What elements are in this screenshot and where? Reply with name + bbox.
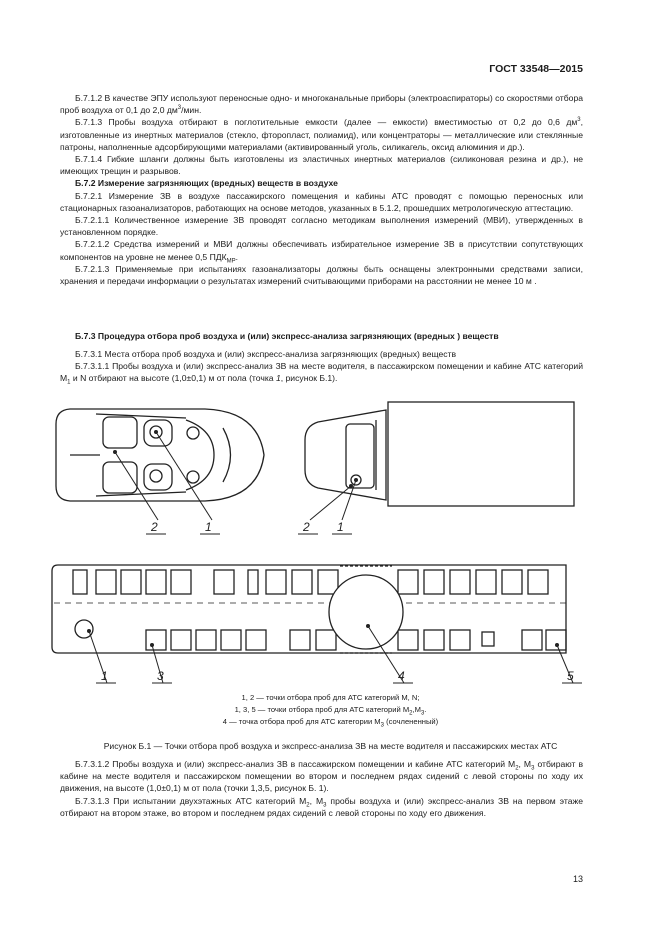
label-point-1-bus: 1 [101, 669, 108, 683]
figure-caption: Рисунок Б.1 — Точки отбора проб воздуха и экспресс-анализа ЗВ на месте водителя и пассажирских местах АТС [103, 741, 558, 751]
label-point-2-truck: 2 [303, 520, 310, 534]
sample-points [87, 430, 559, 647]
label-point-1-car: 1 [205, 520, 212, 534]
label-point-2-car: 2 [151, 520, 158, 534]
label-point-5-bus: 5 [567, 669, 574, 683]
figure-legend-1: 1, 2 — точки отбора проб для АТС категорий M, N; [241, 693, 420, 702]
paragraph-b7-3-1-2: Б.7.3.1.2 Пробы воздуха и (или) экспресс-анализ ЗВ в пассажирском помещении и кабине АТС категорий $M_2$, $M_3$ отбирают в кабине на месте водителя и пассажирском помещении во втором и последнем рядах сидений с левой стороны по ходу их движения, на высоте (1,0±0,1) м от пола (точки 1,3,5, рисунок Б. 1). [60, 759, 584, 794]
heading-b7-3: Б.7.3 Процедура отбора проб воздуха и (или) экспресс-анализа загрязняющих (вредных ) веществ [75, 331, 499, 341]
paragraph-b7-1-3: Б.7.1.3 Пробы воздуха отбирают в поглотительные емкости (далее — емкости) вместимостью от 0,2 до 0,6 $дм^3$, изготовленные из инертных материалов (стекло, фторопласт, полиамид), или концентраторы — металлические или стеклянные патроны, наполненные адсорбирующими материалами (активированный уголь, силикагель, оксид алюминия и др.). [60, 117, 583, 152]
paragraph-b7-2-1-2: Б.7.2.1.2 Средства измерений и МВИ должны обеспечивать избирательное измерение ЗВ в присутствии сопутствующих компонентов на уровне не менее 0,5 $ПДК_{МР}$. [60, 239, 583, 265]
heading-b7-2: Б.7.2 Измерение загрязняющих (вредных) веществ в воздухе [75, 178, 338, 189]
paragraph-b7-2-1-1: Б.7.2.1.1 Количественное измерение ЗВ проводят согласно методикам выполнения измерений (МВИ), утвержденных в установленном порядке. [60, 215, 583, 238]
text-block-bottom [60, 758, 583, 819]
label-point-1-truck: 1 [337, 520, 344, 534]
car-top-view [56, 409, 264, 501]
paragraph-b7-3-1: Б.7.3.1 Места отбора проб воздуха и (или) экспресс-анализа загрязняющих (вредных) веществ [75, 349, 457, 359]
paragraph-b7-2-1: Б.7.2.1 Измерение ЗВ в воздухе пассажирского помещения и кабины АТС проводят с помощью переносных или стационарных газоанализаторов, работающих на основе методов, указанных в 5.1.2, прошедших метрологическую аттестацию. [60, 190, 583, 213]
label-point-3-bus: 3 [157, 669, 164, 683]
paragraph-b7-2-1-3: Б.7.2.1.3 Применяемые при испытаниях газоанализаторы должны быть оснащены электронными средствами записи, хранения и передачи информации о результатах измерений считывающими приборами на расстоянии не менее 10 м . [60, 263, 583, 287]
page-number: 13 [572, 874, 583, 884]
document-code: ГОСТ 33548—2015 [489, 63, 583, 75]
paragraph-b7-1-4: Б.7.1.4 Гибкие шланги должны быть изготовлены из эластичных инертных материалов (силиконовая резина и др.), не имеющих трещин и разрывов. [60, 154, 583, 177]
paragraph-b7-1-2: Б.7.1.2 В качестве ЭПУ используют переносные одно- и многоканальные приборы (электроаспираторы) со скоростями отбора проб воздуха от 0,1 до 2,0 $дм^3$/мин. [60, 93, 583, 116]
figure-legend-3: 4 — точка отбора проб для АТС категории $M_3$ (сочлененный) [222, 717, 439, 729]
paragraph-b7-3-1-1: Б.7.3.1.1 Пробы воздуха и (или) экспресс-анализ ЗВ на месте водителя, в пассажирском помещении и кабине АТС категорий $M_1$ и N отбирают на высоте (1,0±0,1) м от пола (точка 1, рисунок Б.1). [60, 361, 583, 387]
bus-top-view [52, 565, 566, 653]
paragraph-b7-3-1-3: Б.7.3.1.3 При испытании двухэтажных АТС категорий $M_2$, $M_3$ пробы воздуха и (или) экспресс-анализ ЗВ на первом этаже отбирают на втором этаже, во втором и последнем рядах сидений с левой стороны по ходу его движения. [60, 795, 584, 818]
figure-legend-2: 1, 3, 5 — точки отбора проб для АТС категорий $M_2,M_3$. [234, 705, 427, 717]
label-point-4-bus: 4 [398, 669, 405, 683]
